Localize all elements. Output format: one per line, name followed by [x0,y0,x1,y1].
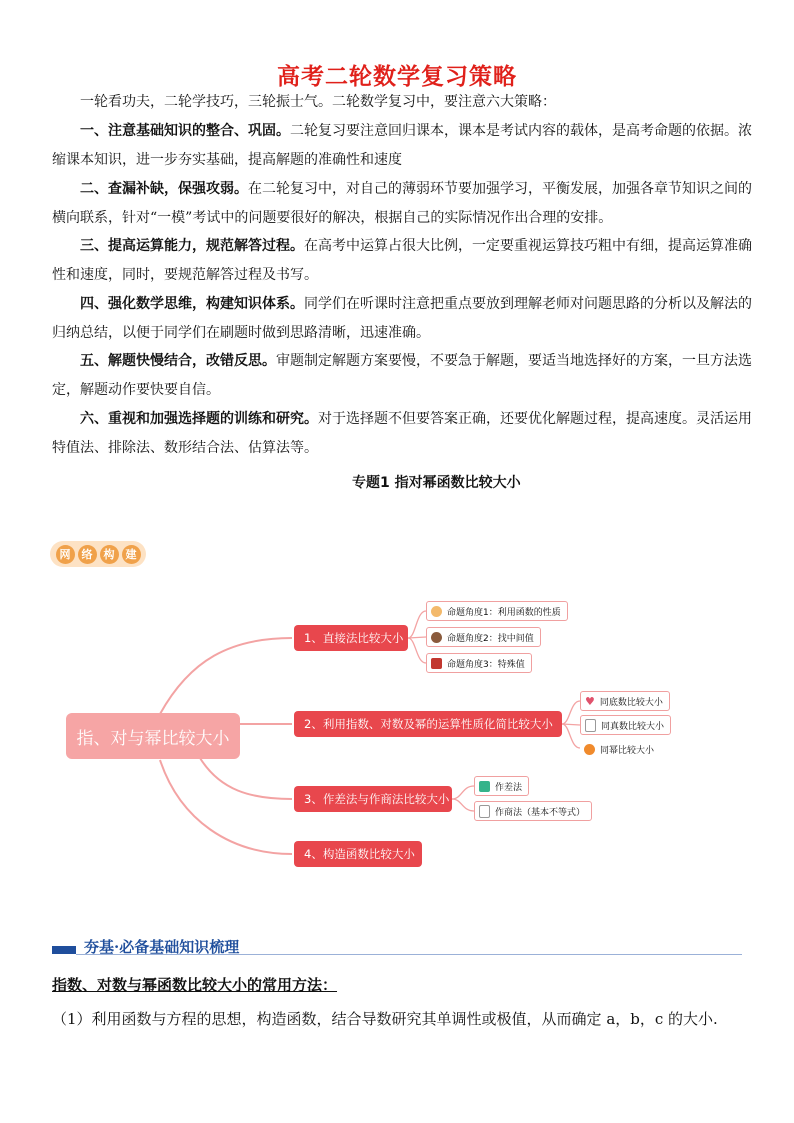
mindmap-leaf [474,801,592,821]
section-bar-decor [52,946,76,954]
strategy-6-body: 对于选择题不但要答案正确，还要优化解题过程，提高速度。灵活运用特值法、排除法、数形结合法、估算法等。 [52,411,752,456]
section-title: 夯基·必备基础知识梳理 [84,938,240,956]
leaf-label: 命题角度3：特殊值 [447,659,525,670]
leaf-label: 同幂比较大小 [600,745,655,756]
mindmap-branch-2: 2、利用指数、对数及幂的运算性质化简比较大小 [294,711,562,737]
strategy-2-body: 在二轮复习中，对自己的薄弱环节要加强学习，平衡发展，加强各章节知识之间的横向联系，针对“一模”考试中的问题要很好的解决，根据自己的实际情况作出合理的安排。 [52,181,752,226]
mindmap-leaf [426,627,541,647]
document-icon [585,719,596,732]
strategy-1-body: 二轮复习要注意回归课本，课本是考试内容的载体，是高考命题的依据。浓缩课本知识，进一步夯实基础，提高解题的准确性和速度 [52,123,752,168]
strategy-5-head: 五、解题快慢结合，改错反思。 [80,353,276,369]
section-heading [52,936,742,958]
mindmap-branch-4: 4、构造函数比较大小 [294,841,422,867]
strategy-4-head: 四、强化数学思维，构建知识体系。 [80,296,304,312]
badge-char: 络 [78,545,97,564]
strategy-3-body: 在高考中运算占很大比例，一定要重视运算技巧粗中有细，提高运算准确性和速度，同时，要规范解答过程及书写。 [52,238,752,283]
strategy-5 [52,347,752,405]
mindmap-center-node: 指、对与幂比较大小 [66,713,240,759]
strategy-2-head: 二、查漏补缺，保强攻弱。 [80,181,248,197]
mindmap-leaf [426,653,532,673]
mindmap-branch-3: 3、作差法与作商法比较大小 [294,786,452,812]
leaf-label: 作差法 [495,782,523,793]
chat-icon [479,781,490,792]
strategy-6 [52,405,752,463]
methods-subheading: 指数、对数与幂函数比较大小的常用方法： [52,976,338,994]
connector-branch-3 [200,758,292,799]
network-badge [50,541,146,567]
mindmap-leaf [426,601,568,621]
connector-branch-4 [160,760,292,854]
mindmap-leaf [580,715,671,735]
strategy-1 [52,117,752,175]
page-title: 高考二轮数学复习策略 [277,64,517,90]
badge-icon [584,744,595,755]
badge-char: 建 [122,545,141,564]
strategy-1-head: 一、注意基础知识的整合、巩固。 [80,123,290,139]
strategy-2 [52,175,752,233]
topic-title: 专题1 指对幂函数比较大小 [352,475,521,491]
strategy-3-head: 三、提高运算能力，规范解答过程。 [80,238,304,254]
strategy-5-body: 审题制定解题方案要慢，不要急于解题，要适当地选择好的方案，一旦方法选定，解题动作要快要自信。 [52,353,752,398]
face-icon [431,606,442,617]
flag-icon [431,658,442,669]
leaf-label: 命题角度1：利用函数的性质 [447,607,561,618]
heart-icon: ♥ [585,694,595,708]
leaf-label: 命题角度2：找中间值 [447,633,534,644]
mindmap-leaf [580,739,660,759]
note-icon [479,805,490,818]
leaf-label: 作商法（基本不等式） [495,807,586,818]
method-1: （1）利用函数与方程的思想，构造函数，结合导数研究其单调性或极值，从而确定 a，b，c 的大小. [52,1010,718,1028]
strategy-3 [52,232,752,290]
leaf-label: 同真数比较大小 [601,721,665,732]
intro-paragraph: 一轮看功夫，二轮学技巧，三轮振士气。二轮数学复习中，要注意六大策略： [80,94,556,110]
person-icon [431,632,442,643]
strategy-4 [52,290,752,348]
strategy-4-body: 同学们在听课时注意把重点要放到理解老师对问题思路的分析以及解法的归纳总结，以便于同学们在刷题时做到思路清晰，迅速准确。 [52,296,752,341]
mindmap-branch-1: 1、直接法比较大小 [294,625,408,651]
mindmap-leaf [474,776,529,796]
leaf-label: 同底数比较大小 [599,697,663,708]
badge-char: 网 [56,545,75,564]
strategy-6-head: 六、重视和加强选择题的训练和研究。 [80,411,318,427]
mindmap-leaf [580,691,670,711]
connector-branch-1 [160,638,292,714]
badge-char: 构 [100,545,119,564]
